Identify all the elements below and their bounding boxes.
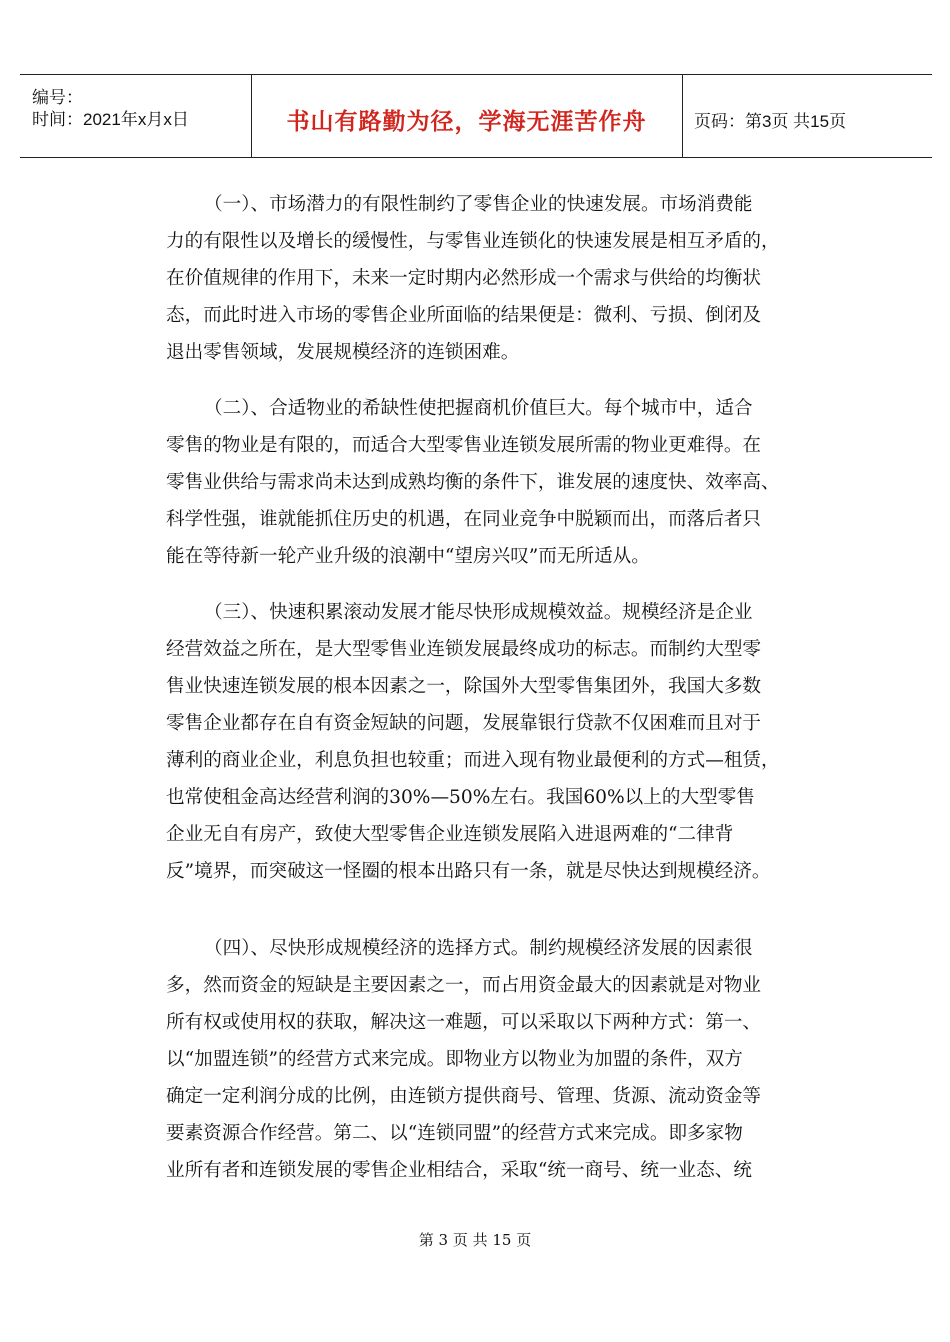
paragraph-line: 要素资源合作经营。第二、以“连锁同盟”的经营方式来完成。即多家物 bbox=[166, 1123, 743, 1144]
date-line: 时间：2021年x月x日 bbox=[32, 110, 189, 129]
paragraph-line: 态，而此时进入市场的零售企业所面临的结果便是：微利、亏损、倒闭及 bbox=[166, 305, 762, 326]
paragraph-line: 也常使租金高达经营利润的30%—50%左右。我国60%以上的大型零售 bbox=[166, 787, 755, 808]
header-page-number: 页码：第3页 共15页 bbox=[694, 112, 847, 131]
motto-text: 书山有路勤为径，学海无涯苦作舟 bbox=[286, 108, 647, 134]
paragraph-line: 确定一定利润分成的比例，由连锁方提供商号、管理、货源、流动资金等 bbox=[166, 1086, 762, 1107]
paragraph-line: 售业快速连锁发展的根本因素之一，除国外大型零售集团外，我国大多数 bbox=[166, 676, 762, 697]
paragraph-line: （三）、快速积累滚动发展才能尽快形成规模效益。规模经济是企业 bbox=[204, 602, 753, 623]
paragraph-line: 零售的物业是有限的，而适合大型零售业连锁发展所需的物业更难得。在 bbox=[166, 435, 762, 456]
header-page-cell bbox=[682, 75, 932, 157]
paragraph-line: 力的有限性以及增长的缓慢性，与零售业连锁化的快速发展是相互矛盾的， bbox=[166, 231, 780, 252]
paragraph-line: （二）、合适物业的希缺性使把握商机价值巨大。每个城市中，适合 bbox=[204, 398, 753, 419]
paragraph-line: 业所有者和连锁发展的零售企业相结合，采取“统一商号、统一业态、统 bbox=[166, 1160, 752, 1181]
page-header bbox=[20, 74, 932, 158]
header-motto-cell bbox=[251, 75, 683, 157]
paragraph-line: 薄利的商业企业，利息负担也较重；而进入现有物业最便利的方式—租赁， bbox=[166, 750, 780, 771]
paragraph-line: 多，然而资金的短缺是主要因素之一，而占用资金最大的因素就是对物业 bbox=[166, 975, 762, 996]
paragraph-line: 退出零售领域，发展规模经济的连锁困难。 bbox=[166, 342, 520, 363]
paragraph-line: 能在等待新一轮产业升级的浪潮中“望房兴叹”而无所适从。 bbox=[166, 546, 650, 567]
paragraph-line: 所有权或使用权的获取，解决这一难题，可以采取以下两种方式：第一、 bbox=[166, 1012, 762, 1033]
page-footer: 第 3 页 共 15 页 bbox=[418, 1231, 532, 1249]
paragraph-1 bbox=[166, 186, 806, 371]
paragraph-2 bbox=[166, 390, 806, 575]
paragraph-line: 经营效益之所在，是大型零售业连锁发展最终成功的标志。而制约大型零 bbox=[166, 639, 762, 660]
paragraph-line: 企业无自有房产，致使大型零售企业连锁发展陷入进退两难的“二律背 bbox=[166, 824, 734, 845]
paragraph-line: 反”境界，而突破这一怪圈的根本出路只有一条，就是尽快达到规模经济。 bbox=[166, 861, 771, 882]
paragraph-line: 科学性强，谁就能抓住历史的机遇，在同业竞争中脱颖而出，而落后者只 bbox=[166, 509, 762, 530]
paragraph-line: 零售企业都存在自有资金短缺的问题，发展靠银行贷款不仅困难而且对于 bbox=[166, 713, 762, 734]
paragraph-line: 零售业供给与需求尚未达到成熟均衡的条件下，谁发展的速度快、效率高、 bbox=[166, 472, 780, 493]
paragraph-3 bbox=[166, 594, 806, 890]
paragraph-line: 以“加盟连锁”的经营方式来完成。即物业方以物业为加盟的条件，双方 bbox=[166, 1049, 743, 1070]
header-meta-cell bbox=[20, 75, 252, 157]
paragraph-line: 在价值规律的作用下，未来一定时期内必然形成一个需求与供给的均衡状 bbox=[166, 268, 762, 289]
serial-number-label: 编号： bbox=[32, 88, 83, 107]
paragraph-line: （四）、尽快形成规模经济的选择方式。制约规模经济发展的因素很 bbox=[204, 938, 753, 959]
paragraph-line: （一）、市场潜力的有限性制约了零售企业的快速发展。市场消费能 bbox=[204, 194, 753, 215]
paragraph-4 bbox=[166, 930, 806, 1189]
